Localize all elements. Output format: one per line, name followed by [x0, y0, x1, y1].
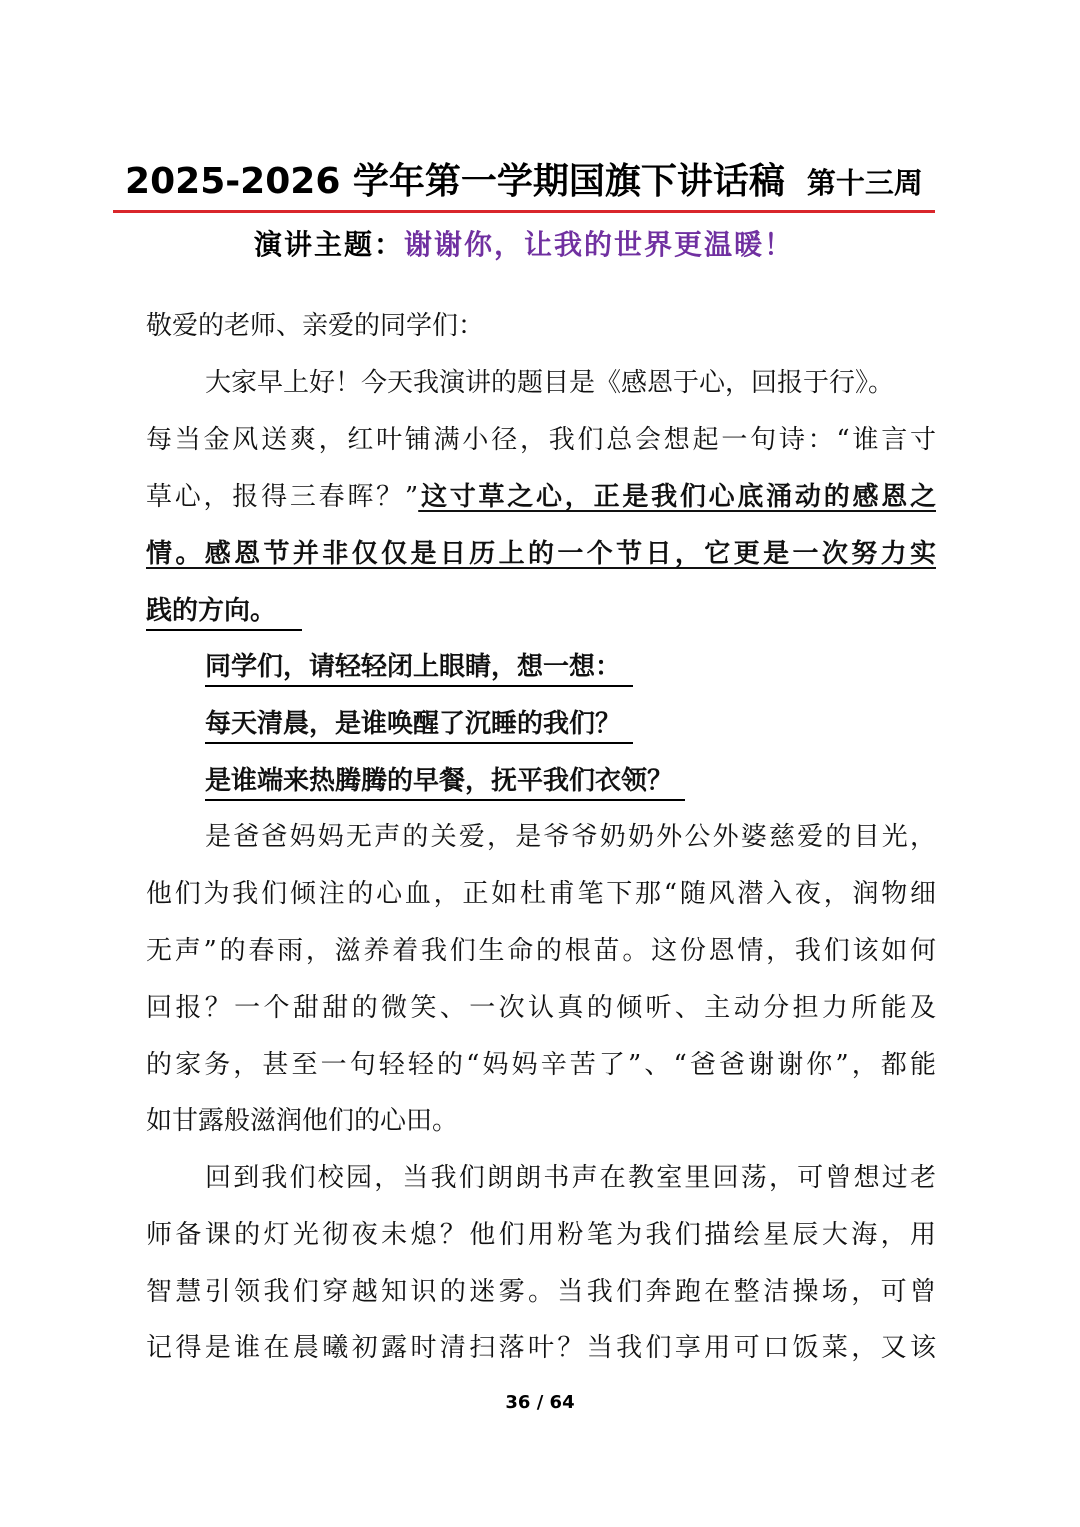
- question-text: 是谁端来热腾腾的早餐，抚平我们衣领？: [205, 763, 685, 801]
- paragraph-line: 回到我们校园，当我们朗朗书声在教室里回荡，可曾想过老: [205, 1163, 936, 1193]
- paragraph-line: 回报？一个甜甜的微笑、一次认真的倾听、主动分担力所能及: [146, 993, 936, 1023]
- speech-topic: [113, 223, 935, 267]
- paragraph-line: 如甘露般滋润他们的心田。: [146, 1106, 459, 1136]
- paragraph-line: 他们为我们倾注的心血，正如杜甫笔下那“随风潜入夜，润物细: [146, 879, 936, 909]
- question-line: [205, 704, 936, 744]
- paragraph-text: 大家早上好！今天我演讲的题目是《感恩于心，回报于行》。: [205, 368, 895, 398]
- paragraph-line: 记得是谁在晨曦初露时清扫落叶？当我们享用可口饭菜，又该: [146, 1333, 936, 1363]
- question-line: [205, 647, 936, 687]
- paragraph-line: 无声”的春雨，滋养着我们生命的根苗。这份恩情，我们该如何: [146, 936, 936, 966]
- week-label: 第十三周: [806, 166, 923, 200]
- paragraph-line: 每当金风送爽，红叶铺满小径，我们总会想起一句诗：“谁言寸: [146, 425, 936, 455]
- emphasized-text: 践的方向。: [146, 593, 302, 631]
- emphasized-line: 情。感恩节并非仅仅是日历上的一个节日，它更是一次努力实: [146, 539, 936, 569]
- topic-label: 演讲主题：: [253, 228, 404, 261]
- question-text: 每天清晨，是谁唤醒了沉睡的我们？: [205, 706, 633, 744]
- page-separator: /: [530, 1392, 550, 1413]
- header-divider: [113, 210, 935, 213]
- emphasized-line: [146, 591, 936, 631]
- question-line: [205, 761, 936, 801]
- paragraph-line: 师备课的灯光彻夜未熄？他们用粉笔为我们描绘星辰大海，用: [146, 1220, 936, 1250]
- paragraph-line: [205, 363, 936, 403]
- greeting-line: [146, 306, 936, 346]
- paragraph-line: 智慧引领我们穿越知识的迷雾。当我们奔跑在整洁操场，可曾: [146, 1277, 936, 1307]
- paragraph-text: 草心，报得三春晖？”: [146, 482, 419, 512]
- question-text: 同学们，请轻轻闭上眼睛，想一想：: [205, 649, 633, 687]
- document-title: 2025-2026 学年第一学期国旗下讲话稿: [125, 161, 785, 202]
- greeting: 敬爱的老师、亲爱的同学们：: [146, 311, 485, 341]
- page-current: 36: [505, 1392, 531, 1413]
- page-number: [0, 1392, 1080, 1413]
- document-header: [113, 148, 935, 204]
- paragraph-line: [146, 477, 936, 517]
- page-total: 64: [549, 1392, 575, 1413]
- emphasized-text: 这寸草之心，正是我们心底涌动的感恩之: [418, 482, 936, 512]
- topic-text: 谢谢你，让我的世界更温暖！: [404, 228, 795, 261]
- paragraph-line: 是爸爸妈妈无声的关爱，是爷爷奶奶外公外婆慈爱的目光，: [205, 822, 936, 852]
- paragraph-line: 的家务，甚至一句轻轻的“妈妈辛苦了”、“爸爸谢谢你”，都能: [146, 1050, 936, 1080]
